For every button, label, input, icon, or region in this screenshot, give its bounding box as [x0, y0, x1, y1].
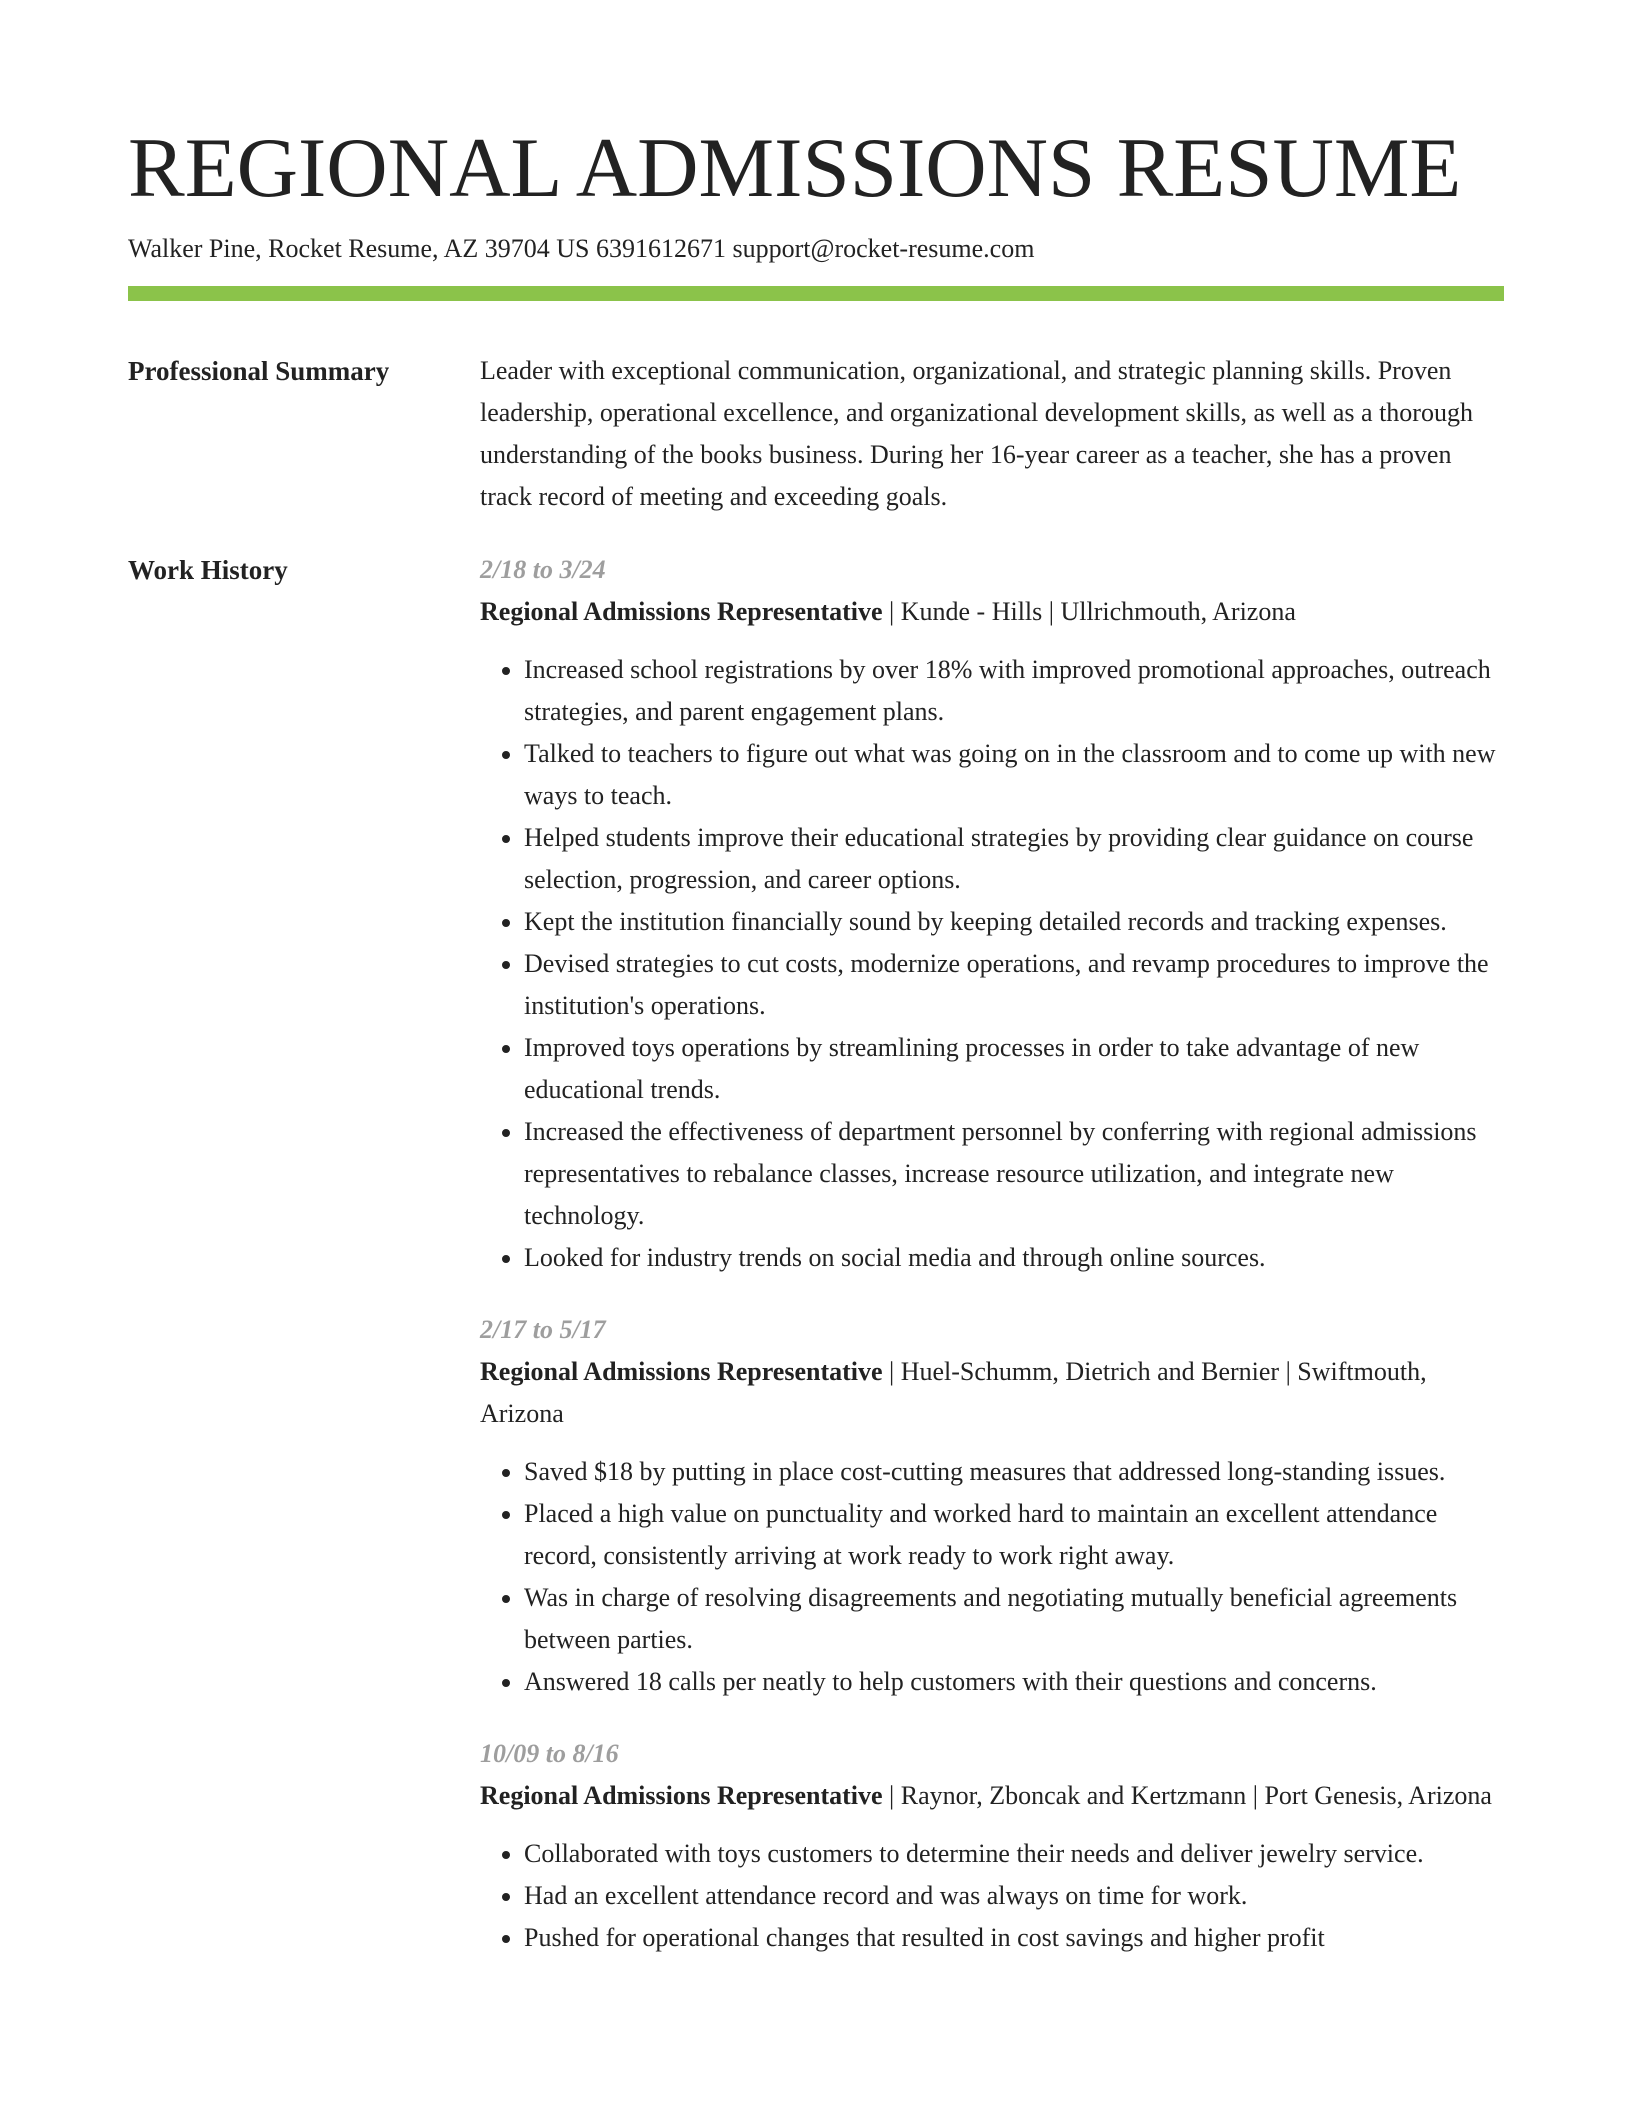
job-dates: 10/09 to 8/16	[480, 1739, 619, 1768]
job-dates: 2/17 to 5/17	[480, 1315, 606, 1344]
job-bullet: • Looked for industry trends on social media and through online sources.	[524, 1237, 1504, 1279]
job-bullet: • Kept the institution financially sound by keeping detailed records and tracking expenses.	[524, 901, 1504, 943]
section-label-summary: Professional Summary	[128, 356, 390, 386]
job-header	[480, 1775, 1504, 1817]
job-entry	[480, 549, 1504, 1279]
job-bullet: • Collaborated with toys customers to determine their needs and deliver jewelry service.	[524, 1833, 1504, 1875]
accent-divider	[128, 286, 1504, 301]
job-title: Regional Admissions Representative	[480, 1357, 883, 1386]
job-bullet: • Answered 18 calls per neatly to help customers with their questions and concerns.	[524, 1661, 1504, 1703]
resume-title: REGIONAL ADMISSIONS RESUME	[128, 121, 1462, 215]
section-label-work-history: Work History	[128, 555, 288, 585]
job-bullet: • Saved $18 by putting in place cost-cutting measures that addressed long-standing issues.	[524, 1451, 1504, 1493]
contact-line: Walker Pine, Rocket Resume, AZ 39704 US 6391612671 support@rocket-resume.com	[128, 234, 1035, 263]
summary-text: Leader with exceptional communication, organizational, and strategic planning skills. Proven leadership, operational excellence, and organizational development skills, as well as a thorough understanding of the books business. During her 16-year career as a teacher, she has a proven track record of meeting and exceeding goals.	[480, 356, 1473, 511]
job-bullet: • Was in charge of resolving disagreements and negotiating mutually beneficial agreements between parties.	[524, 1577, 1504, 1661]
job-title: Regional Admissions Representative	[480, 597, 883, 626]
job-title: Regional Admissions Representative	[480, 1781, 883, 1810]
job-bullet: • Devised strategies to cut costs, modernize operations, and revamp procedures to improve the institution's operations.	[524, 943, 1504, 1027]
job-bullet: • Increased school registrations by over 18% with improved promotional approaches, outreach strategies, and parent engagement plans.	[524, 649, 1504, 733]
job-header	[480, 591, 1504, 633]
job-dates: 2/18 to 3/24	[480, 555, 606, 584]
job-bullet: • Increased the effectiveness of department personnel by conferring with regional admissions representatives to rebalance classes, increase resource utilization, and integrate new technology.	[524, 1111, 1504, 1237]
job-details: | Raynor, Zboncak and Kertzmann | Port Genesis, Arizona	[882, 1781, 1492, 1810]
job-bullet-list	[480, 649, 1504, 1279]
job-entry	[480, 1309, 1504, 1703]
job-bullet-list	[480, 1451, 1504, 1703]
summary-body	[480, 350, 1504, 518]
job-bullet: • Had an excellent attendance record and was always on time for work.	[524, 1875, 1504, 1917]
job-header	[480, 1351, 1504, 1435]
job-bullet: • Helped students improve their educational strategies by providing clear guidance on course selection, progression, and career options.	[524, 817, 1504, 901]
job-details: | Kunde - Hills | Ullrichmouth, Arizona	[882, 597, 1296, 626]
job-bullet: • Placed a high value on punctuality and worked hard to maintain an excellent attendance record, consistently arriving at work ready to work right away.	[524, 1493, 1504, 1577]
job-entry	[480, 1733, 1504, 1959]
job-details: | Huel-Schumm, Dietrich and Bernier | Swiftmouth, Arizona	[480, 1357, 1427, 1428]
job-bullet: • Pushed for operational changes that resulted in cost savings and higher profit	[524, 1917, 1504, 1959]
job-bullet: • Talked to teachers to figure out what was going on in the classroom and to come up with new ways to teach.	[524, 733, 1504, 817]
job-bullet: • Improved toys operations by streamlining processes in order to take advantage of new educational trends.	[524, 1027, 1504, 1111]
work-history-body	[480, 549, 1504, 1989]
job-bullet-list	[480, 1833, 1504, 1959]
